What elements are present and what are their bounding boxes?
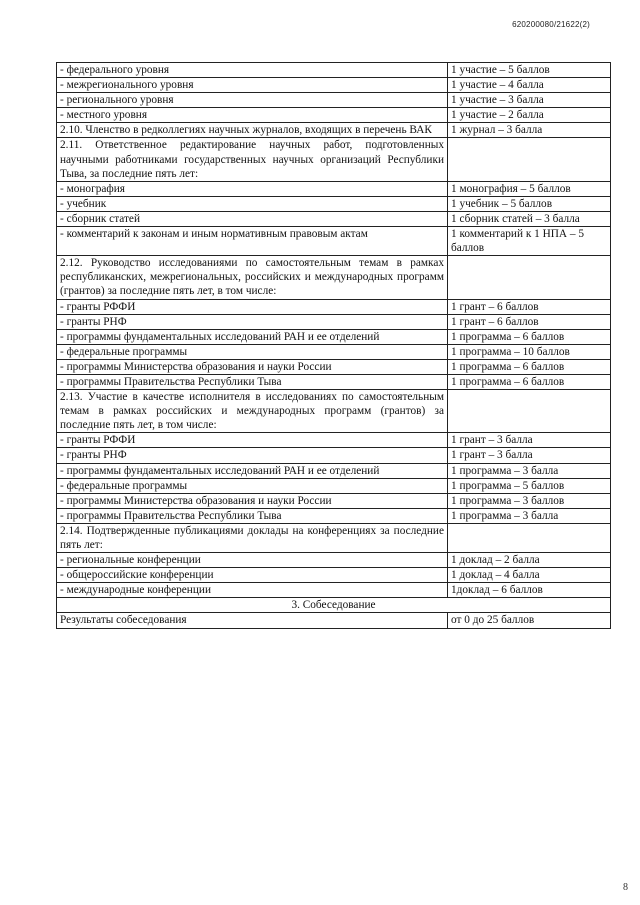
table-row bbox=[57, 196, 611, 211]
score-cell: 1 грант – 3 балла bbox=[448, 448, 611, 463]
criterion-cell: - сборник статей bbox=[57, 211, 448, 226]
score-cell bbox=[448, 390, 611, 433]
table-row bbox=[57, 463, 611, 478]
score-cell: 1 программа – 6 баллов bbox=[448, 329, 611, 344]
criterion-cell: - программы фундаментальных исследований РАН и ее отделений bbox=[57, 463, 448, 478]
criterion-cell: 2.12. Руководство исследованиями по самостоятельным темам в рамках республиканских, межрегиональных, российских и международных программ (грантов) за последние пять лет, в том числе: bbox=[57, 256, 448, 299]
score-cell: 1 программа – 6 баллов bbox=[448, 374, 611, 389]
page-number: 8 bbox=[623, 882, 628, 893]
table-row bbox=[57, 568, 611, 583]
score-cell: 1 участие – 3 балла bbox=[448, 93, 611, 108]
criterion-cell: 2.13. Участие в качестве исполнителя в исследованиях по самостоятельным темам в рамках российских и международных программ (грантов) за последние пять лет, в том числе: bbox=[57, 390, 448, 433]
criterion-cell: - программы Правительства Республики Тыва bbox=[57, 374, 448, 389]
section-heading-row bbox=[57, 598, 611, 613]
table-row bbox=[57, 211, 611, 226]
table-row bbox=[57, 314, 611, 329]
score-cell: 1 участие – 5 баллов bbox=[448, 63, 611, 78]
criterion-cell: - комментарий к законам и иным нормативным правовым актам bbox=[57, 227, 448, 256]
criterion-cell: - монография bbox=[57, 181, 448, 196]
criterion-cell: - регионального уровня bbox=[57, 93, 448, 108]
criterion-cell: - программы Правительства Республики Тыва bbox=[57, 508, 448, 523]
table-row bbox=[57, 138, 611, 181]
criterion-cell: - региональные конференции bbox=[57, 553, 448, 568]
score-cell: 1 учебник – 5 баллов bbox=[448, 196, 611, 211]
criterion-cell: - межрегионального уровня bbox=[57, 78, 448, 93]
score-cell: 1 комментарий к 1 НПА – 5 баллов bbox=[448, 227, 611, 256]
criterion-cell: - общероссийские конференции bbox=[57, 568, 448, 583]
criterion-cell: 2.14. Подтвержденные публикациями доклады на конференциях за последние пять лет: bbox=[57, 523, 448, 552]
criterion-cell: - программы фундаментальных исследований РАН и ее отделений bbox=[57, 329, 448, 344]
criterion-cell: - федерального уровня bbox=[57, 63, 448, 78]
criterion-cell: - гранты РНФ bbox=[57, 448, 448, 463]
criterion-cell: - гранты РФФИ bbox=[57, 433, 448, 448]
score-cell bbox=[448, 256, 611, 299]
table-row bbox=[57, 63, 611, 78]
table-row bbox=[57, 433, 611, 448]
table-row bbox=[57, 583, 611, 598]
table-row bbox=[57, 78, 611, 93]
table-row bbox=[57, 553, 611, 568]
score-cell: 1 программа – 5 баллов bbox=[448, 478, 611, 493]
criterion-cell: - программы Министерства образования и науки России bbox=[57, 359, 448, 374]
criterion-cell: - федеральные программы bbox=[57, 344, 448, 359]
score-cell: 1 сборник статей – 3 балла bbox=[448, 211, 611, 226]
table-row bbox=[57, 478, 611, 493]
criteria-table-body bbox=[57, 63, 611, 598]
score-cell: 1 грант – 3 балла bbox=[448, 433, 611, 448]
score-cell: 1 программа – 3 баллов bbox=[448, 493, 611, 508]
criterion-cell: - учебник bbox=[57, 196, 448, 211]
table-row bbox=[57, 493, 611, 508]
document-id: 620200080/21622(2) bbox=[512, 20, 590, 29]
table-row bbox=[57, 613, 611, 628]
table-row bbox=[57, 181, 611, 196]
table-row bbox=[57, 299, 611, 314]
table-row bbox=[57, 329, 611, 344]
section-3 bbox=[57, 598, 611, 628]
criterion-cell: - международные конференции bbox=[57, 583, 448, 598]
table-row bbox=[57, 344, 611, 359]
table-row bbox=[57, 93, 611, 108]
section-heading: 3. Собеседование bbox=[57, 598, 611, 613]
score-cell: 1 участие – 2 балла bbox=[448, 108, 611, 123]
score-cell: 1 доклад – 2 балла bbox=[448, 553, 611, 568]
table-row bbox=[57, 123, 611, 138]
table-row bbox=[57, 448, 611, 463]
table-row bbox=[57, 374, 611, 389]
table-row bbox=[57, 227, 611, 256]
score-cell bbox=[448, 523, 611, 552]
score-cell: 1 монография – 5 баллов bbox=[448, 181, 611, 196]
score-cell: 1 грант – 6 баллов bbox=[448, 314, 611, 329]
table-row bbox=[57, 108, 611, 123]
score-cell: 1 программа – 3 балла bbox=[448, 508, 611, 523]
criterion-cell: Результаты собеседования bbox=[57, 613, 448, 628]
score-cell: от 0 до 25 баллов bbox=[448, 613, 611, 628]
table-row bbox=[57, 359, 611, 374]
criterion-cell: - местного уровня bbox=[57, 108, 448, 123]
criterion-cell: 2.11. Ответственное редактирование научных работ, подготовленных научными работниками государственных научных организаций Республики Тыва, за последние пять лет: bbox=[57, 138, 448, 181]
criterion-cell: - программы Министерства образования и науки России bbox=[57, 493, 448, 508]
score-cell: 1 программа – 6 баллов bbox=[448, 359, 611, 374]
score-cell: 1 доклад – 4 балла bbox=[448, 568, 611, 583]
criterion-cell: - гранты РНФ bbox=[57, 314, 448, 329]
table-row bbox=[57, 523, 611, 552]
score-cell: 1 программа – 3 балла bbox=[448, 463, 611, 478]
criteria-table bbox=[56, 62, 611, 629]
table-row bbox=[57, 508, 611, 523]
criterion-cell: - федеральные программы bbox=[57, 478, 448, 493]
score-cell: 1 грант – 6 баллов bbox=[448, 299, 611, 314]
table-row bbox=[57, 256, 611, 299]
score-cell: 1 участие – 4 балла bbox=[448, 78, 611, 93]
table-row bbox=[57, 390, 611, 433]
score-cell: 1 журнал – 3 балла bbox=[448, 123, 611, 138]
criterion-cell: 2.10. Членство в редколлегиях научных журналов, входящих в перечень ВАК bbox=[57, 123, 448, 138]
criterion-cell: - гранты РФФИ bbox=[57, 299, 448, 314]
score-cell: 1 программа – 10 баллов bbox=[448, 344, 611, 359]
score-cell bbox=[448, 138, 611, 181]
score-cell: 1доклад – 6 баллов bbox=[448, 583, 611, 598]
